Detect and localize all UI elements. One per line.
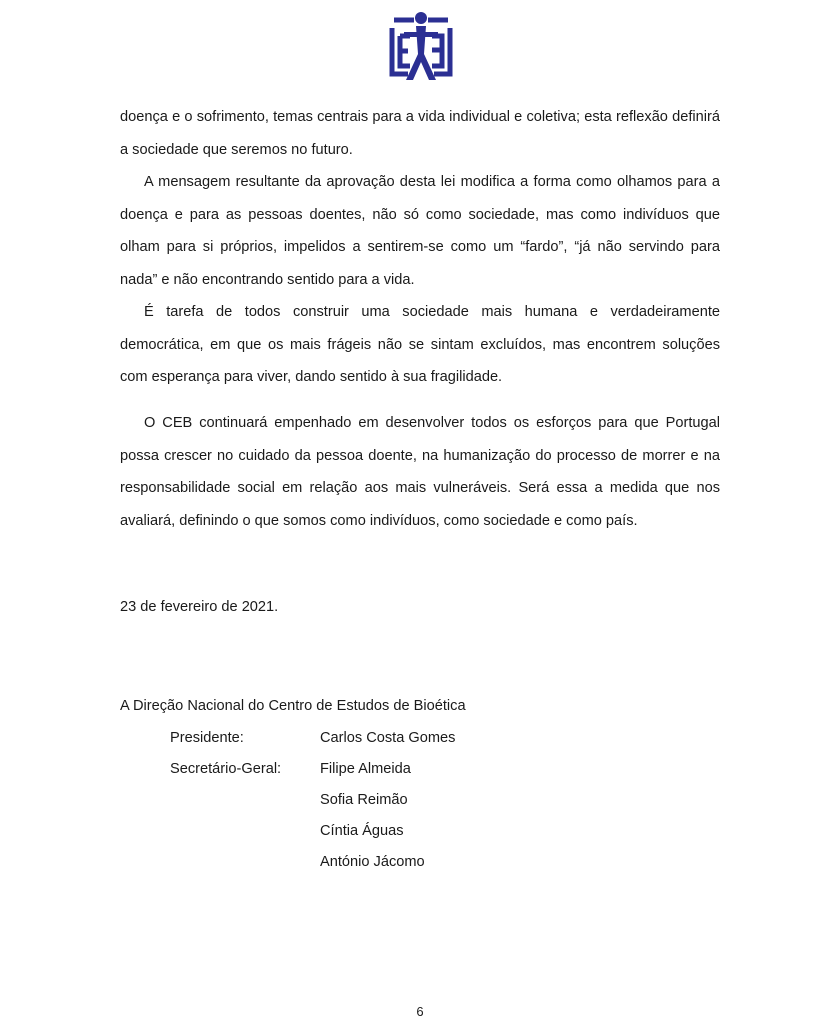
paragraph-message: A mensagem resultante da aprovação desta lei modifica a forma como olhamos para a doença e para as pessoas doentes, não só como sociedade, mas como indivíduos que olham para si próprios, impelidos a sentirem-se como um “fardo”, “já não servindo para nada” e não encontrando sentido para a vida. [120,174,720,288]
paragraph-closing: O CEB continuará empenhado em desenvolver todos os esforços para que Portugal possa crescer no cuidado da pessoa doente, na humanização do processo de morrer e na responsabilidade social em relação aos mais vulneráveis. Será essa a medida que nos avaliará, definindo o que somos como indivíduos, como sociedade e como país. [120,415,720,529]
name-secretary-general: Filipe Almeida [320,761,411,777]
name-president: Carlos Costa Gomes [320,730,456,746]
paragraph-continuation: doença e o sofrimento, temas centrais para a vida individual e coletiva; esta reflexão definirá a sociedade que seremos no futuro. [120,109,720,158]
name-member: António Jácomo [320,854,425,870]
ceb-logo [386,8,456,88]
name-member: Sofia Reimão [320,792,408,808]
page-number: 6 [416,1004,424,1019]
role-president: Presidente: [170,730,244,746]
body-text-closing [120,407,720,537]
document-date: 23 de fevereiro de 2021. [120,599,279,615]
direction-title: A Direção Nacional do Centro de Estudos de Bioética [120,698,466,714]
paragraph-task: É tarefa de todos construir uma sociedade mais humana e verdadeiramente democrática, em que os mais frágeis não se sintam excluídos, mas encontrem soluções com esperança para viver, dando sentido à sua fragilidade. [120,304,720,385]
body-text-top [120,101,720,394]
name-member: Cíntia Águas [320,823,404,839]
role-secretary-general: Secretário-Geral: [170,761,282,777]
